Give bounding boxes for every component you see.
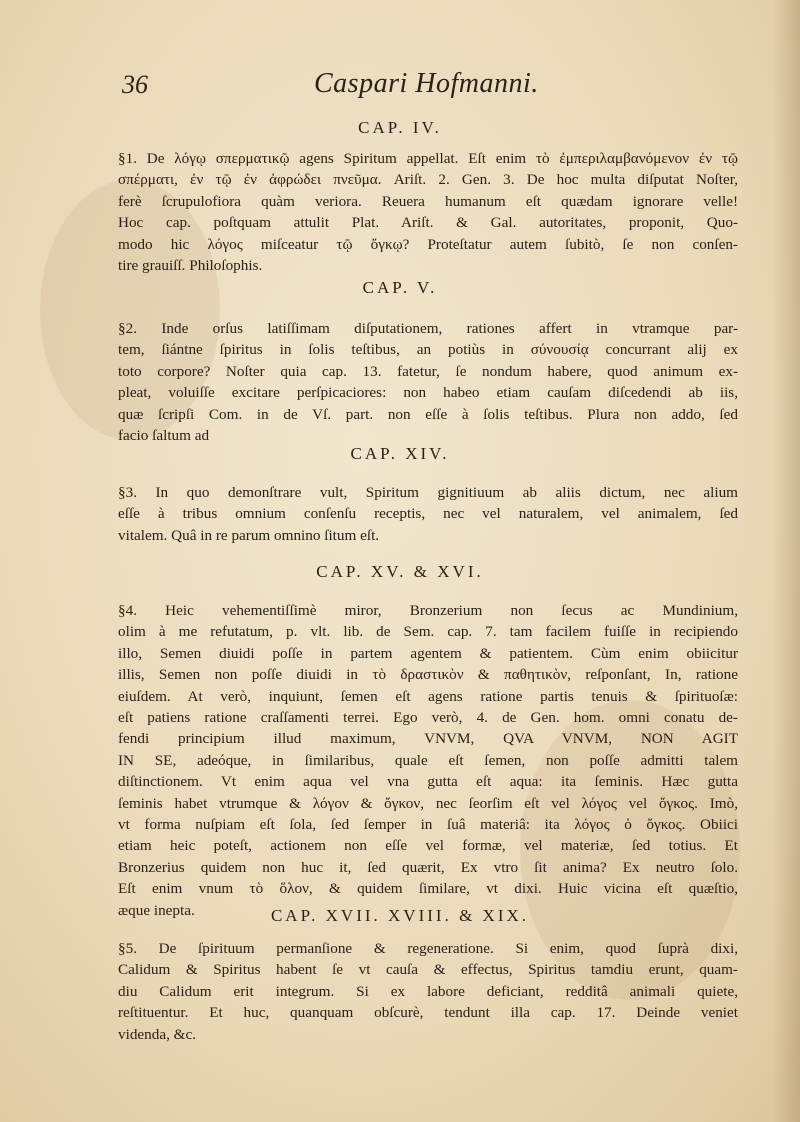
text-line: reſtituentur. Et huc, quanquam obſcurè, tendunt illa cap. 17. Deinde veniet bbox=[118, 1004, 738, 1022]
page-number: 36 bbox=[122, 70, 148, 99]
text-line: IN SE, adeóque, in ſimilaribus, quale eſt ſemen, non poſſe admitti talem bbox=[118, 751, 738, 769]
text-line: illo, Semen diuidi poſſe in partem agentem & patientem. Cùm enim obiicitur bbox=[118, 644, 738, 662]
text-line: Calidum & Spiritus habent ſe vt cauſa & effectus, Spiritus tamdiu erunt, quam- bbox=[118, 961, 738, 979]
text-line: eſt patiens ratione craſſamenti terrei. Ego verò, 4. de Gen. hom. omni conatu de- bbox=[118, 709, 738, 727]
text-line: §3. In quo demonſtrare vult, Spiritum gignitiuum ab aliis dictum, nec alium bbox=[118, 484, 738, 501]
text-line: Hoc cap. poſtquam attulit Plat. Ariſt. & Gal. autoritates, proponit, Quo- bbox=[118, 214, 738, 232]
text-line: ſeminis habet vtrumque & λόγον & ὄγκον, nec ſeorſim eſt vel λόγος vel ὄγκος. Imò, bbox=[118, 794, 738, 812]
text-line: quæ ſcripſi Com. in de Vſ. part. non eſſe à ſolis teſtibus. Plura non addo, ſed bbox=[118, 405, 738, 423]
running-head: Caspari Hofmanni. bbox=[314, 68, 539, 99]
text-line: videnda, &c. bbox=[118, 1025, 197, 1043]
text-line: tire grauiſſ. Philoſophis. bbox=[118, 257, 263, 275]
text-line: diu Calidum erit integrum. Si ex labore deficiant, redditâ animali quiete, bbox=[118, 982, 738, 1000]
paragraph bbox=[118, 482, 738, 546]
text-line: pleat, voluiſſe excitare perſpicaciores: non habeo etiam cauſam diſcedendi ab iis, bbox=[118, 384, 738, 402]
text-line: olim à me refutatum, p. vlt. lib. de Sem. cap. 7. tam facilem fuiſſe in recipiendo bbox=[118, 623, 738, 641]
paragraph bbox=[118, 600, 738, 921]
text-line: tem, ſiántne ſpiritus in ſolis teſtibus, an potiùs in σύνουσίᾳ concurrant alij ex bbox=[118, 341, 738, 359]
text-line: ferè ſcrupulofiora quàm veriora. Reuera humanum eſt quædam ignorare velle! bbox=[118, 192, 738, 210]
text-line: æque inepta. bbox=[118, 901, 195, 919]
text-line: etiam heic poteſt, actionem non eſſe vel formæ, vel materiæ, ſed totius. Et bbox=[118, 837, 738, 855]
text-line: vt forma nuſpiam eſt ſola, ſed ſemper in ſuâ materiâ: ita λόγος ὁ ὄγκος. Obiici bbox=[118, 816, 738, 834]
text-line: §4. Heic vehementiſſimè miror, Bronzerium non ſecus ac Mundinium, bbox=[118, 602, 738, 619]
page-edge-shadow bbox=[772, 0, 800, 1122]
text-line: eiuſdem. At verò, inquiunt, ſemen eſt agens ratione partis tenuis & ſpirituoſæ: bbox=[118, 687, 738, 705]
text-line: illis, Semen non poſſe diuidi in τὸ δραστικὸν & παθητικὸν, reſponſant, In, ratione bbox=[118, 666, 738, 684]
paragraph bbox=[118, 938, 738, 1045]
text-line: Eſt enim vnum τὸ ὅλον, & quidem ſimilare, vt dixi. Huic vicina eſt quæſtio, bbox=[118, 880, 738, 898]
paragraph bbox=[118, 318, 738, 446]
text-line: §1. De λόγῳ σπερματικῷ agens Spiritum appellat. Eſt enim τὸ ἐμπεριλαμβανόμενον ἐν τῷ bbox=[118, 150, 738, 167]
chapter-heading: CAP. V. bbox=[362, 278, 438, 297]
chapter-heading: CAP. XVII. XVIII. & XIX. bbox=[270, 906, 530, 925]
page-header bbox=[118, 66, 738, 102]
chapter-heading: CAP. IV. bbox=[358, 118, 442, 137]
text-line: fendi principium illud maximum, VNVM, QVA VNVM, NON AGIT bbox=[118, 730, 738, 748]
text-line: §2. Inde orſus latiſſimam diſputationem, rationes affert in vtramque par- bbox=[118, 320, 738, 337]
chapter-heading: CAP. XIV. bbox=[350, 444, 450, 463]
text-line: facio ſaltum ad bbox=[118, 427, 210, 445]
text-line: diſtinctionem. Vt enim aqua vel vna gutta eſt aqua: ita ſeminis. Hæc gutta bbox=[118, 773, 738, 791]
text-line: eſſe à tribus omnium conſenſu receptis, nec vel naturalem, vel animalem, ſed bbox=[118, 505, 738, 523]
paragraph bbox=[118, 148, 738, 276]
text-line: §5. De ſpirituum permanſione & regeneratione. Si enim, quod ſuprà dixi, bbox=[118, 940, 738, 957]
text-line: modo hic λόγος miſceatur τῷ ὄγκῳ? Proteſtatur autem ſubitò, ſe non conſen- bbox=[118, 235, 738, 253]
text-line: σπέρματι, ἐν τῷ ἐν ἀφρώδει πνεῦμα. Ariſt. 2. Gen. 3. De hoc multa diſputat Noſter, bbox=[118, 171, 738, 189]
text-line: Bronzerius quidem non huc it, ſed quærit, Ex vtro ſit anima? Ex neutro ſolo. bbox=[118, 858, 738, 876]
chapter-heading: CAP. XV. & XVI. bbox=[316, 562, 484, 581]
text-line: vitalem. Quâ in re parum omnino ſitum eſt. bbox=[118, 526, 380, 544]
text-line: toto corpore? Noſter quia cap. 13. fatetur, ſe nondum habere, quod animum ex- bbox=[118, 362, 738, 380]
